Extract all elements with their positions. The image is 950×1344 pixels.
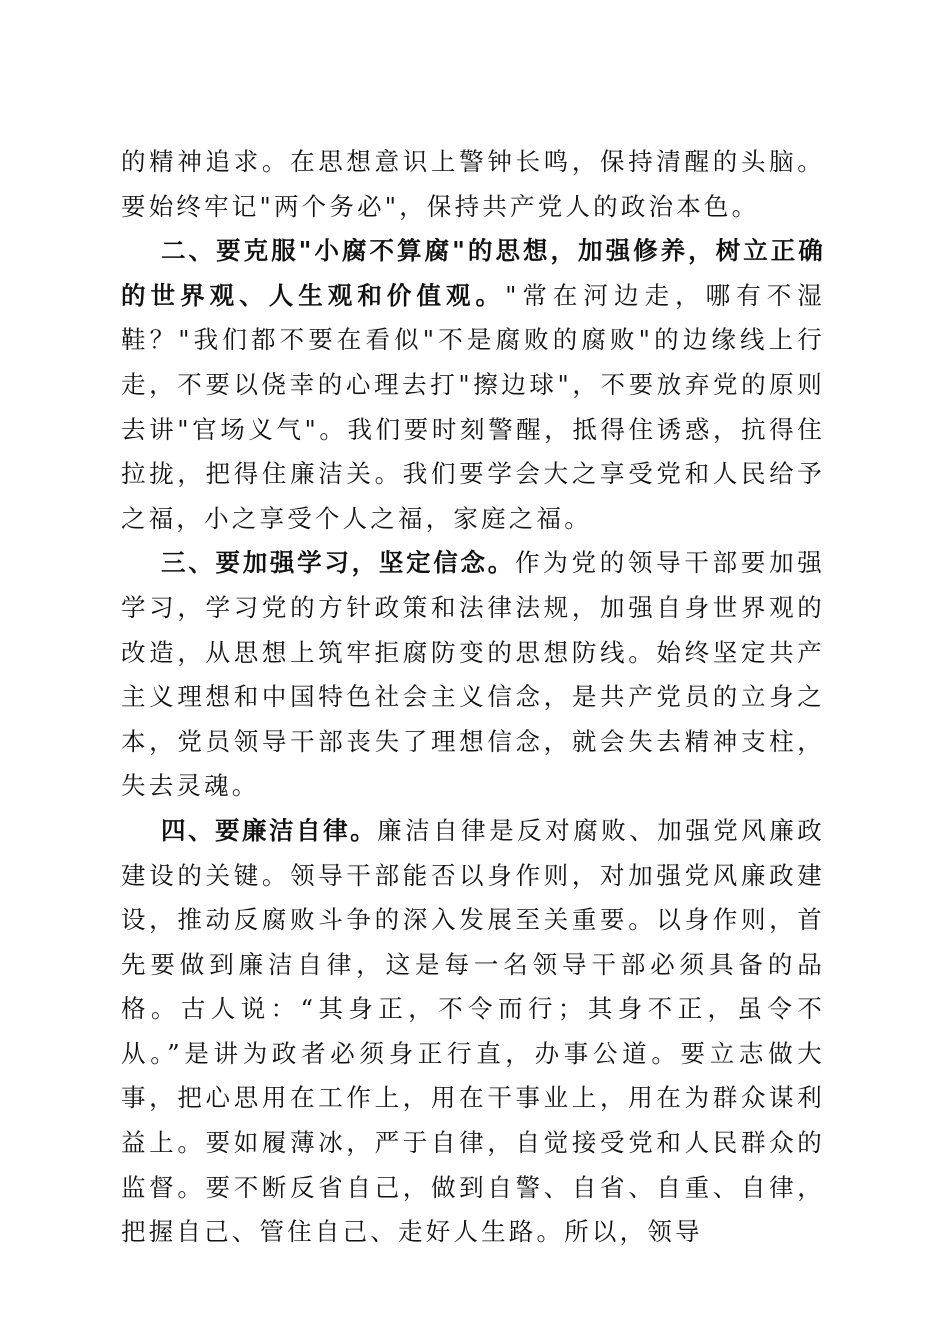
section-heading: 四、要廉洁自律。 (161, 815, 378, 845)
document-body (121, 140, 825, 1255)
section-heading: 二、要克服"小腐不算腐"的思想，加强修养，树立正确的世界观、人生观和价值观。 (121, 236, 825, 310)
paragraph-section-2 (121, 229, 825, 541)
section-heading: 三、要加强学习，坚定信念。 (161, 548, 515, 578)
paragraph-text: 的精神追求。在思想意识上警钟长鸣，保持清醒的头脑。要始终牢记"两个务必"，保持共产党人的政治本色。 (121, 147, 825, 221)
paragraph-section-4 (121, 809, 825, 1255)
paragraph-text: 廉洁自律是反对腐败、加强党风廉政建设的关键。领导干部能否以身作则，对加强党风廉政建设，推动反腐败斗争的深入发展至关重要。以身作则，首先要做到廉洁自律，这是每一名领导干部必须具备的品格。古人说：“其身正，不令而行；其身不正，虽令不从。”是讲为政者必须身正行直，办事公道。要立志做大事，把心思用在工作上，用在干事业上，用在为群众谋利益上。要如履薄冰，严于自律，自觉接受党和人民群众的监督。要不断反省自己，做到自警、自省、自重、自律，把握自己、管住自己、走好人生路。所以，领导 (121, 815, 825, 1247)
paragraph-section-3 (121, 541, 825, 809)
paragraph-text: "常在河边走，哪有不湿鞋？"我们都不要在看似"不是腐败的腐败"的边缘线上行走，不要以侥幸的心理去打"擦边球"，不要放弃党的原则去讲"官场义气"。我们要时刻警醒，抵得住诱惑，抗得住拉拢，把得住廉洁关。我们要学会大之享受党和人民给予之福，小之享受个人之福，家庭之福。 (121, 280, 825, 533)
paragraph-continuation (121, 140, 825, 229)
paragraph-text: 作为党的领导干部要加强学习，学习党的方针政策和法律法规，加强自身世界观的改造，从思想上筑牢拒腐防变的思想防线。始终坚定共产主义理想和中国特色社会主义信念，是共产党员的立身之本，党员领导干部丧失了理想信念，就会失去精神支柱，失去灵魂。 (121, 548, 825, 801)
